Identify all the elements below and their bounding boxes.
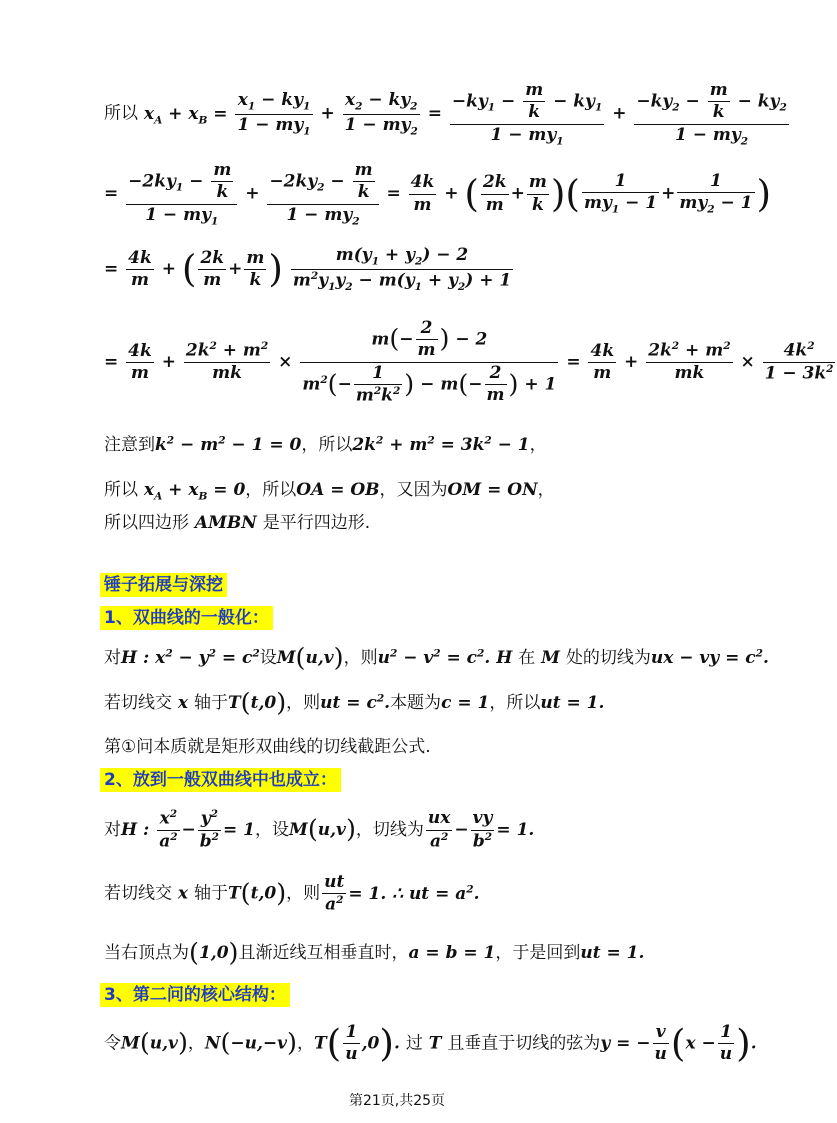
h1-line-2: 若切线交 x 轴于T(t,0)，则ut = $c^2$.本题为c = 1，所以ut = 1. — [104, 687, 605, 718]
conclusion-line: 所以四边形 AMBN 是平行四边形. — [104, 513, 371, 533]
section-heading-3: 3、第二问的核心结构： — [100, 980, 290, 1005]
section-heading-main: 锤子拓展与深挖 — [100, 570, 227, 595]
h1-line-3: 第①问本质就是矩形双曲线的切线截距公式. — [104, 737, 431, 757]
text-so: 所以 — [104, 103, 138, 124]
h2-line-3: 当右顶点为(1,0)且渐近线互相垂直时，a = b = 1，于是回到ut = 1. — [104, 937, 645, 968]
eq-line-2: = $-2ky_1$ − $\frac{m}{k}$ $1 - my_1$ + $-2ky_2$ − $\frac{m}{k}$ $1 - my_2$ = $\frac{4k}{m}$ + ( $\frac{2k}{m}$ + $\frac{m}{k}$ )( $\frac{1}{my_1 - 1}$ + $\frac{1}{my_2 - 1}$ ) — [104, 160, 772, 227]
so-line: 所以 $x_A + x_B = 0$，所以OA = OB，又因为OM = ON， — [104, 480, 555, 503]
eq-line-1: 所以 $x_A + x_B$ = $\frac{x_1 - ky_1}{1 - my_1}$ + $\frac{x_2 - ky_2}{1 - my_2}$ = $-ky_1$ − $\frac{m}{k}$ − $ky_1$ $1 - my_1$ + $-ky_2$ − $\frac{m}{k}$ − $ky_2$ $1 - my_2$ — [104, 80, 787, 147]
page-footer: 第21页,共25页 — [348, 1093, 446, 1109]
section-heading-1: 1、双曲线的一般化： — [100, 603, 273, 628]
note-line: 注意到$k^2 - m^2 - 1 = 0$，所以$2k^2 + m^2 = 3k^2 - 1$， — [104, 434, 547, 455]
h3-line-1: 令M(u,v)，N(−u,−v)，T( $\frac{1}{u}$ ,0). 过 T 且垂直于切线的弦为y = − $\frac{v}{u}$ (x − $\frac{1}{u}$ ). — [104, 1021, 757, 1066]
eq-line-4: = $\frac{4k}{m}$ + $\frac{2k^2 + m^2}{mk}$ × m(− $\frac{2}{m}$ ) − 2 $m^2(-$ $\frac{1}{m^2k^2}$ ) − m(− $\frac{2}{m}$ ) + 1 = $\frac{4k}{m}$ + $\frac{2k^2 + m^2}{mk}$ × $\frac{4k^2}{1 - 3k^2}$ — [104, 318, 834, 406]
h2-line-1: 对H : $\frac{x^2}{a^2}$ − $\frac{y^2}{b^2}$ = 1，设M(u,v)，切线为 $\frac{ux}{a^2}$ − $\frac{vy}{b^2}$ = 1. — [104, 808, 535, 852]
eq-line-3: = $\frac{4k}{m}$ + ( $\frac{2k}{m}$ + $\frac{m}{k}$ ) $\frac{m(y_1 + y_2) - 2}{m^2y_1y_2 - m(y_1 + y_2) + 1}$ — [104, 245, 512, 293]
section-heading-2: 2、放到一般双曲线中也成立： — [100, 765, 341, 790]
h1-line-1: 对H : $x^2 - y^2 = c^2$设M(u,v)，则$u^2 - v^2 = c^2$. H 在 M 处的切线为ux − vy = $c^2$. — [104, 642, 769, 673]
h2-line-2: 若切线交 x 轴于T(t,0)，则 $\frac{ut}{a^2}$ = 1. ∴ ut = $a^2$. — [104, 872, 480, 915]
